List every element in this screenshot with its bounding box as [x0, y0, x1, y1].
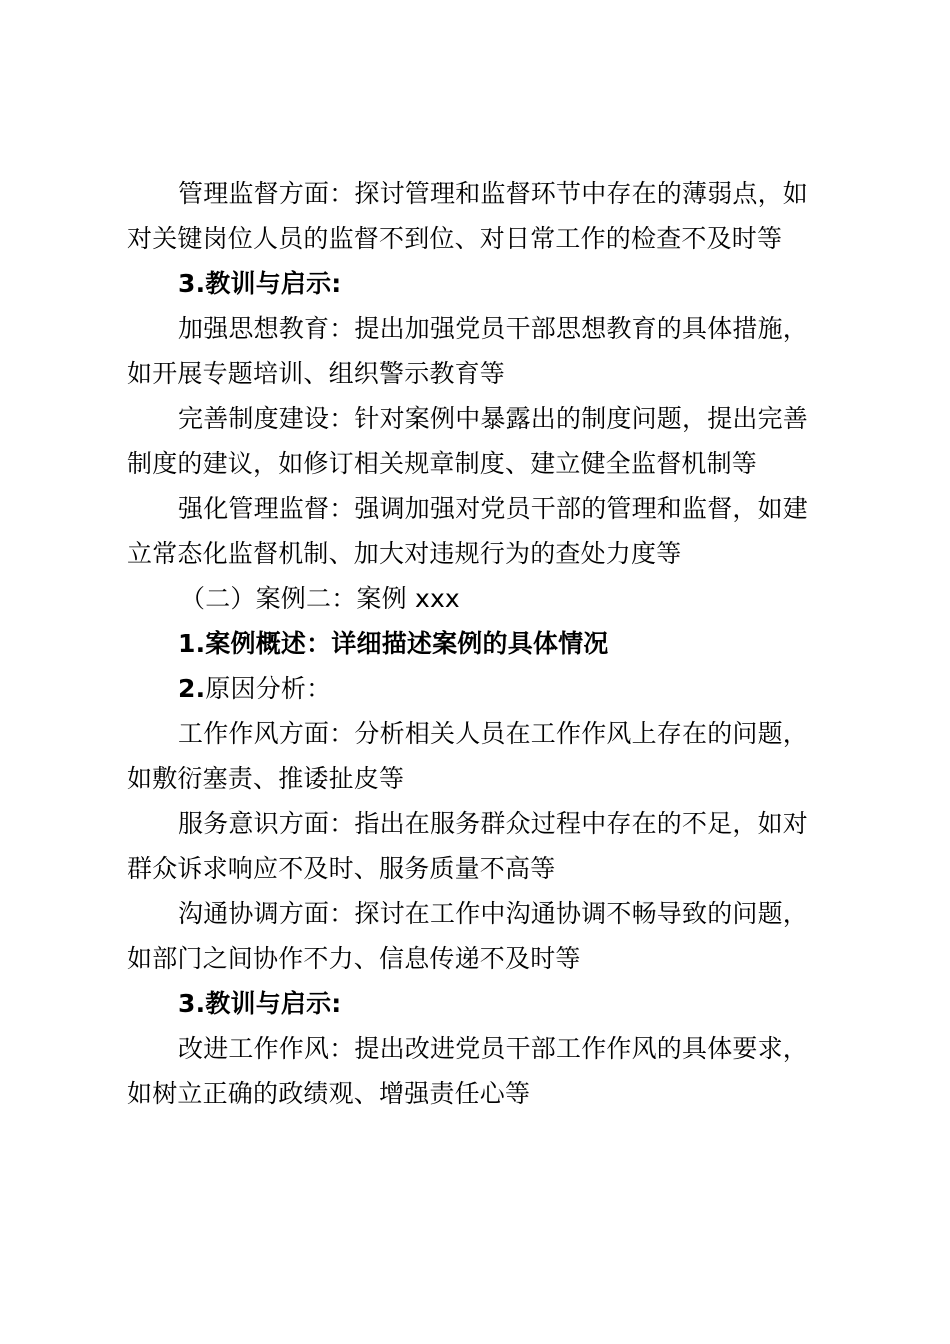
paragraph-line: 如树立正确的政绩观、增强责任心等	[127, 1079, 531, 1108]
paragraph-line: 服务意识方面：指出在服务群众过程中存在的不足，如对	[178, 809, 809, 838]
paragraph-line: 强化管理监督：强调加强对党员干部的管理和监督，如建	[178, 494, 809, 523]
paragraph-line: 改进工作作风：提出改进党员干部工作作风的具体要求，	[178, 1034, 809, 1063]
section-heading	[178, 672, 878, 706]
paragraph-line: 制度的建议，如修订相关规章制度、建立健全监督机制等	[127, 449, 758, 478]
paragraph-line: 沟通协调方面：探讨在工作中沟通协调不畅导致的问题，	[178, 899, 809, 928]
case-heading: （二）案例二：案例 xxx	[180, 584, 460, 613]
paragraph-line: 管理监督方面：探讨管理和监督环节中存在的薄弱点，如	[178, 179, 809, 208]
section-heading: 3.教训与启示:	[178, 989, 342, 1018]
paragraph-line: 对关键岗位人员的监督不到位、对日常工作的检查不及时等	[127, 224, 783, 253]
section-number: 2.	[178, 674, 206, 703]
paragraph-line: 如开展专题培训、组织警示教育等	[127, 359, 506, 388]
paragraph-line: 立常态化监督机制、加大对违规行为的查处力度等	[127, 539, 682, 568]
section-heading: 3.教训与启示:	[178, 269, 342, 298]
paragraph-line: 加强思想教育：提出加强党员干部思想教育的具体措施，	[178, 314, 809, 343]
paragraph-line: 完善制度建设：针对案例中暴露出的制度问题，提出完善	[178, 404, 809, 433]
paragraph-line: 如部门之间协作不力、信息传递不及时等	[127, 944, 581, 973]
section-heading: 1.案例概述：详细描述案例的具体情况	[178, 629, 609, 658]
paragraph-line: 工作作风方面：分析相关人员在工作作风上存在的问题，	[178, 719, 809, 748]
paragraph-line: 群众诉求响应不及时、服务质量不高等	[127, 854, 556, 883]
paragraph-line: 如敷衍塞责、推诿扯皮等	[127, 764, 405, 793]
section-title: 原因分析：	[205, 674, 332, 703]
